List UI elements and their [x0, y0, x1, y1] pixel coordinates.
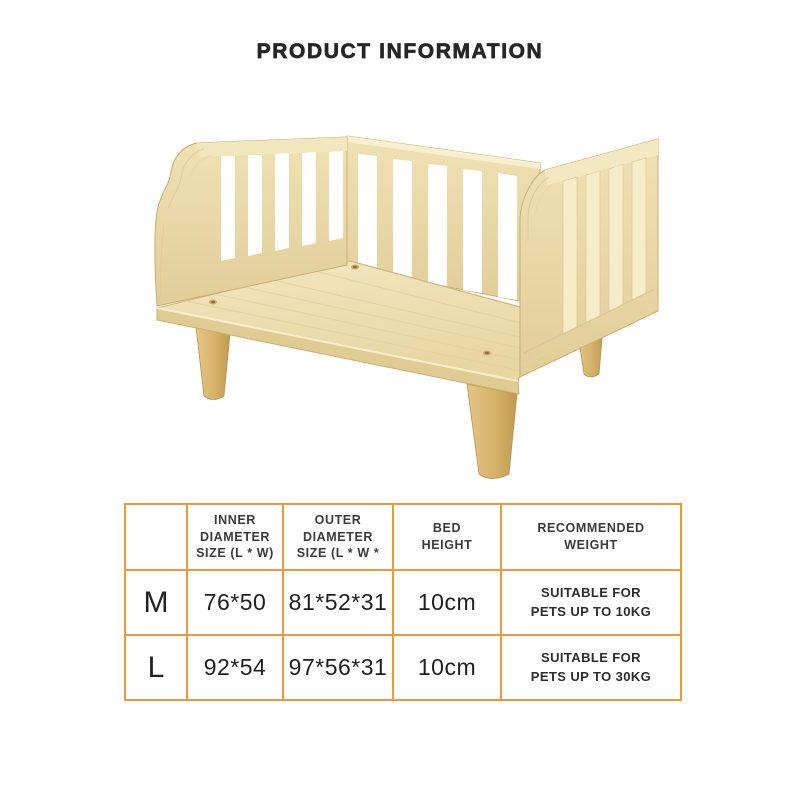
inner-size-cell: 92*54	[187, 635, 283, 700]
bed-height-cell: 10cm	[393, 570, 501, 635]
table-row-size-l	[125, 635, 681, 700]
size-label-cell: L	[125, 635, 187, 700]
right-rail	[520, 139, 658, 377]
wooden-pet-bed-illustration	[140, 115, 660, 490]
col-header-bed-height: BED HEIGHT	[393, 504, 501, 570]
recommended-weight-cell: SUITABLE FOR PETS UP TO 10KG	[501, 570, 681, 635]
page-title: PRODUCT INFORMATION	[256, 40, 544, 63]
spec-table-header-row	[125, 504, 681, 570]
size-label-cell: M	[125, 570, 187, 635]
bed-leg-front-right	[467, 384, 517, 479]
col-header-outer-diameter: OUTER DIAMETER SIZE (L * W *	[283, 504, 393, 570]
col-header-inner-diameter: INNER DIAMETER SIZE (L * W)	[187, 504, 283, 570]
inner-size-cell: 76*50	[187, 570, 283, 635]
col-header-size	[125, 504, 187, 570]
col-header-recommended-weight: RECOMMENDED WEIGHT	[501, 504, 681, 570]
outer-size-cell: 97*56*31	[283, 635, 393, 700]
outer-size-cell: 81*52*31	[283, 570, 393, 635]
bed-height-cell: 10cm	[393, 635, 501, 700]
bed-leg-front-left	[196, 327, 230, 400]
product-image	[140, 115, 660, 490]
table-row-size-m	[125, 570, 681, 635]
recommended-weight-cell: SUITABLE FOR PETS UP TO 30KG	[501, 635, 681, 700]
spec-table	[124, 503, 682, 701]
